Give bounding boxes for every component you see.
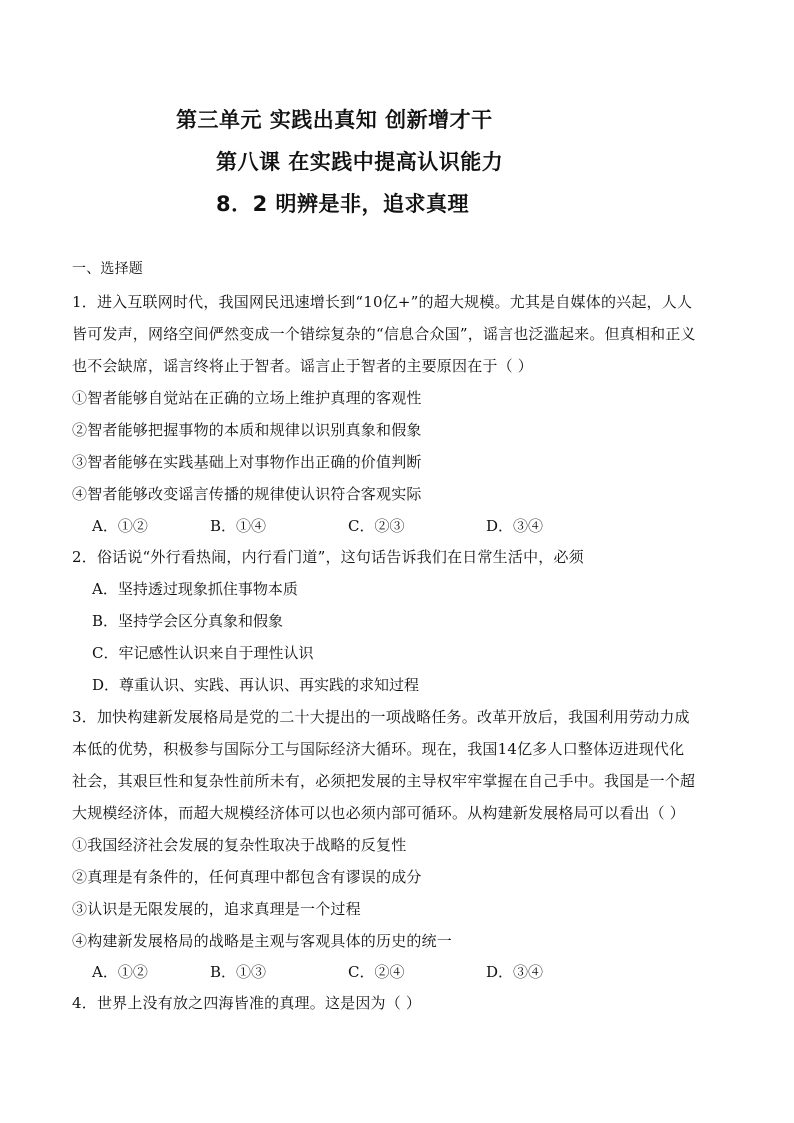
q3-choice-d: D．③④ [486,963,544,981]
q3-choice-a: A．①② [92,963,148,981]
q1-statement-3: ③智者能够在实践基础上对事物作出正确的价值判断 [72,453,422,471]
q3-stem-line-4: 大规模经济体，而超大规模经济体可以也必须内部可循环。从构建新发展格局可以看出（ ） [72,804,685,822]
q1-statement-1: ①智者能够自觉站在正确的立场上维护真理的客观性 [72,389,422,407]
q1-statement-2: ②智者能够把握事物的本质和规律以识别真象和假象 [72,421,422,439]
q1-choice-a: A．①② [92,517,148,535]
q1-choice-c: C．②③ [348,517,405,535]
q1-choice-d: D．③④ [486,517,544,535]
q1-stem-line-2: 皆可发声，网络空间俨然变成一个错综复杂的“信息合众国”，谣言也泛滥起来。但真相和正义 [72,325,696,343]
q1-statement-4: ④智者能够改变谣言传播的规律使认识符合客观实际 [72,485,422,503]
lesson-title: 第八课 在实践中提高认识能力 [216,150,504,174]
q1-choice-b: B．①④ [210,517,267,535]
q2-option-b: B．坚持学会区分真象和假象 [92,612,284,630]
q2-stem-line-1: 2．俗话说“外行看热闹，内行看门道”，这句话告诉我们在日常生活中，必须 [72,548,584,566]
q2-option-d: D．尊重认识、实践、再认识、再实践的求知过程 [92,676,420,694]
q1-stem-line-1: 1．进入互联网时代，我国网民迅速增长到“10亿+”的超大规模。尤其是自媒体的兴起，人人 [72,293,693,311]
q3-statement-2: ②真理是有条件的，任何真理中都包含有谬误的成分 [72,868,422,886]
q2-option-a: A．坚持透过现象抓住事物本质 [92,580,298,598]
q3-statement-3: ③认识是无限发展的，追求真理是一个过程 [72,900,361,918]
q3-statement-4: ④构建新发展格局的战略是主观与客观具体的历史的统一 [72,932,453,950]
q3-statement-1: ①我国经济社会发展的复杂性取决于战略的反复性 [72,836,407,854]
q3-choice-c: C．②④ [348,963,405,981]
q3-choice-b: B．①③ [210,963,267,981]
q3-stem-line-2: 本低的优势，积极参与国际分工与国际经济大循环。现在，我国14亿多人口整体迈进现代化 [72,740,685,758]
unit-title: 第三单元 实践出真知 创新增才干 [176,108,493,132]
q3-stem-line-1: 3．加快构建新发展格局是党的二十大提出的一项战略任务。改革开放后，我国利用劳动力成 [72,708,690,726]
q3-stem-line-3: 社会，其艰巨性和复杂性前所未有，必须把发展的主导权牢牢掌握在自己手中。我国是一个超 [72,772,696,790]
q1-stem-line-3: 也不会缺席，谣言终将止于智者。谣言止于智者的主要原因在于（ ） [72,357,533,375]
section-label: 一、选择题 [72,261,143,277]
section-title: 8．2 明辨是非，追求真理 [216,192,470,216]
q4-stem-line-1: 4．世界上没有放之四海皆准的真理。这是因为（ ） [72,994,422,1012]
q2-option-c: C．牢记感性认识来自于理性认识 [92,644,314,662]
